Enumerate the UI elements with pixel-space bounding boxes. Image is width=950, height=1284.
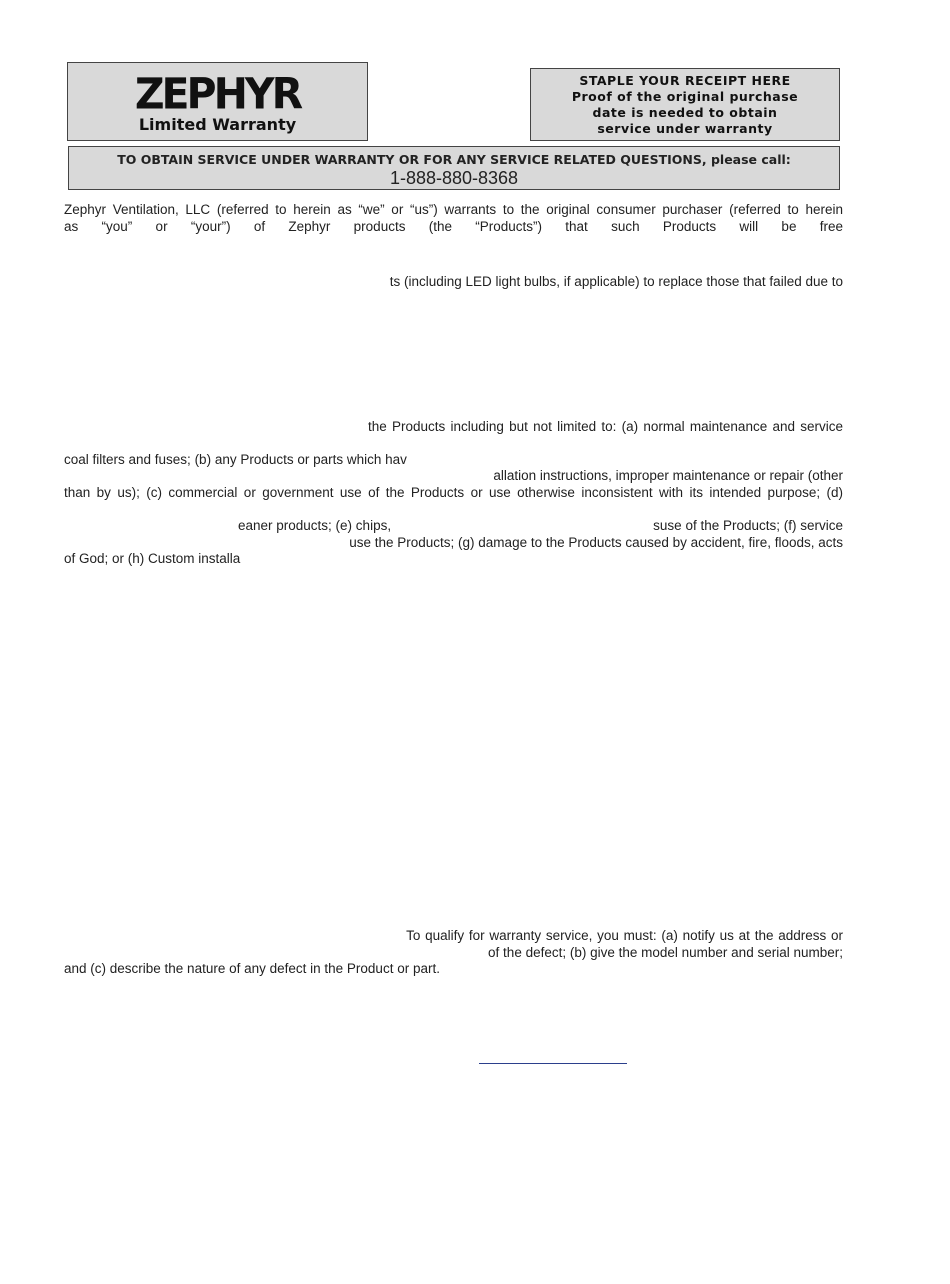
exclusion-line: eaner products; (e) chips,	[238, 518, 392, 533]
logo-box	[67, 62, 368, 141]
exclusion-line: than by us); (c) commercial or government use of the Products or use otherwise inconsistent with its intended purpose; (d)	[64, 485, 843, 500]
qualify-line: To qualify for warranty service, you must: (a) notify us at the address or	[406, 928, 843, 943]
receipt-notice-line: service under warranty	[597, 121, 773, 136]
zephyr-logo: ZEPHYR	[134, 68, 301, 120]
receipt-notice-box	[530, 68, 840, 141]
receipt-notice-line: date is needed to obtain	[592, 105, 778, 120]
qualify-line: and (c) describe the nature of any defect in the Product or part.	[64, 961, 440, 976]
receipt-notice-line: Proof of the original purchase	[571, 89, 799, 104]
link-underline[interactable]	[479, 1063, 627, 1064]
service-phone-number: 1-888-880-8368	[389, 168, 519, 188]
intro-line-1: Zephyr Ventilation, LLC (referred to herein as “we” or “us”) warrants to the original consumer purchaser (referred to herein	[64, 202, 843, 217]
receipt-notice-line: STAPLE YOUR RECEIPT HERE	[579, 73, 791, 88]
logo-subtitle: Limited Warranty	[138, 115, 297, 134]
receipt-notice-text	[531, 73, 839, 137]
exclusion-line: coal filters and fuses; (b) any Products or parts which hav	[64, 452, 407, 467]
exclusion-line: of God; or (h) Custom installa	[64, 551, 241, 566]
service-call-box	[68, 146, 840, 190]
qualify-line: of the defect; (b) give the model number and serial number;	[488, 945, 843, 960]
exclusion-line: use the Products; (g) damage to the Products caused by accident, fire, floods, acts	[349, 535, 843, 550]
intro-line-2: as “you” or “your”) of Zephyr products (the “Products”) that such Products will be free	[64, 219, 843, 234]
parts-line: ts (including LED light bulbs, if applicable) to replace those that failed due to	[389, 274, 843, 289]
service-call-text: TO OBTAIN SERVICE UNDER WARRANTY OR FOR ANY SERVICE RELATED QUESTIONS, please call:	[117, 152, 791, 167]
exclusion-line: allation instructions, improper maintenance or repair (other	[493, 468, 843, 483]
exclusion-line: suse of the Products; (f) service	[653, 518, 843, 533]
exclusion-line: the Products including but not limited to: (a) normal maintenance and service	[368, 419, 843, 434]
